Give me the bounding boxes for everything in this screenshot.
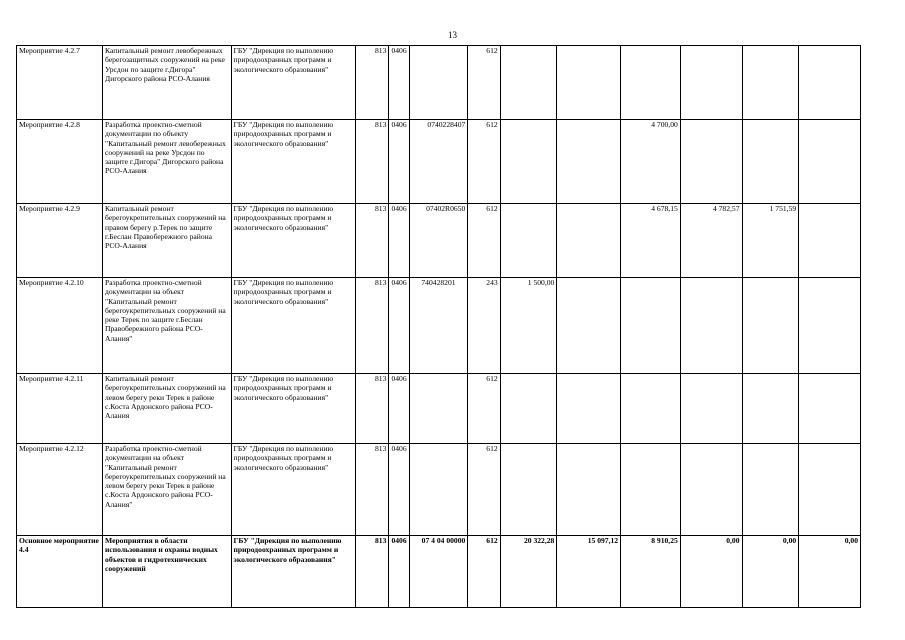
activity-name-cell: Разработка проектно-сметной документации на объект "Капитальный ремонт берегоукрепительных сооружений на реке Терек по защите г.Беслан Правобережного района РСО-Алания" xyxy=(103,278,232,374)
table-row xyxy=(17,278,861,374)
rzpr-code-cell: 0406 xyxy=(389,204,409,278)
amount-year-2-cell xyxy=(557,374,621,444)
amount-year-6-cell: 0,00 xyxy=(799,536,861,608)
table-row xyxy=(17,536,861,608)
amount-year-4-cell xyxy=(680,278,742,374)
activity-name-cell: Мероприятия в области использования и охраны водных объектов и гидротехнических сооружений xyxy=(103,536,232,608)
executor-cell: ГБУ "Дирекция по выполению природоохранных программ и экологического образования" xyxy=(231,120,355,204)
csr-code-cell xyxy=(409,444,468,536)
rzpr-code-cell: 0406 xyxy=(389,374,409,444)
rzpr-code-cell: 0406 xyxy=(389,536,409,608)
grbs-code-cell: 813 xyxy=(356,120,389,204)
amount-year-3-cell xyxy=(621,444,681,536)
program-activities-table xyxy=(16,45,861,608)
csr-code-cell: 0740228407 xyxy=(409,120,468,204)
amount-year-5-cell: 1 751,59 xyxy=(742,204,799,278)
amount-year-5-cell xyxy=(742,120,799,204)
rzpr-code-cell: 0406 xyxy=(389,278,409,374)
csr-code-cell xyxy=(409,374,468,444)
amount-year-6-cell xyxy=(799,444,861,536)
amount-year-6-cell xyxy=(799,278,861,374)
csr-code-cell: 07402R0650 xyxy=(409,204,468,278)
vr-code-cell: 612 xyxy=(468,444,500,536)
amount-year-5-cell xyxy=(742,374,799,444)
table-row xyxy=(17,46,861,120)
table-row xyxy=(17,204,861,278)
executor-cell: ГБУ "Дирекция по выполению природоохранных программ и экологического образования" xyxy=(231,374,355,444)
amount-year-3-cell xyxy=(621,278,681,374)
amount-year-4-cell: 0,00 xyxy=(680,536,742,608)
amount-year-4-cell xyxy=(680,46,742,120)
csr-code-cell: 740428201 xyxy=(409,278,468,374)
amount-year-4-cell: 4 782,57 xyxy=(680,204,742,278)
activity-id-cell: Мероприятие 4.2.12 xyxy=(17,444,103,536)
csr-code-cell xyxy=(409,46,468,120)
amount-year-1-cell xyxy=(500,204,557,278)
amount-year-5-cell: 0,00 xyxy=(742,536,799,608)
amount-year-2-cell xyxy=(557,46,621,120)
activity-id-cell: Мероприятие 4.2.11 xyxy=(17,374,103,444)
amount-year-3-cell xyxy=(621,46,681,120)
table-row xyxy=(17,120,861,204)
activity-id-cell: Мероприятие 4.2.8 xyxy=(17,120,103,204)
amount-year-2-cell xyxy=(557,278,621,374)
vr-code-cell: 612 xyxy=(468,536,500,608)
vr-code-cell: 612 xyxy=(468,120,500,204)
activity-id-cell: Мероприятие 4.2.7 xyxy=(17,46,103,120)
amount-year-3-cell: 8 910,25 xyxy=(621,536,681,608)
table-row xyxy=(17,444,861,536)
rzpr-code-cell: 0406 xyxy=(389,444,409,536)
vr-code-cell: 612 xyxy=(468,46,500,120)
rzpr-code-cell: 0406 xyxy=(389,46,409,120)
grbs-code-cell: 813 xyxy=(356,536,389,608)
amount-year-4-cell xyxy=(680,444,742,536)
amount-year-1-cell: 1 500,00 xyxy=(500,278,557,374)
amount-year-1-cell xyxy=(500,120,557,204)
executor-cell: ГБУ "Дирекция по выполению природоохранных программ и экологического образования" xyxy=(231,536,355,608)
amount-year-5-cell xyxy=(742,46,799,120)
activity-id-cell: Мероприятие 4.2.10 xyxy=(17,278,103,374)
page-number: 13 xyxy=(448,30,457,40)
amount-year-6-cell xyxy=(799,204,861,278)
amount-year-4-cell xyxy=(680,120,742,204)
grbs-code-cell: 813 xyxy=(356,374,389,444)
amount-year-6-cell xyxy=(799,374,861,444)
executor-cell: ГБУ "Дирекция по выполению природоохранных программ и экологического образования" xyxy=(231,204,355,278)
activity-id-cell: Мероприятие 4.2.9 xyxy=(17,204,103,278)
amount-year-1-cell xyxy=(500,444,557,536)
grbs-code-cell: 813 xyxy=(356,278,389,374)
activity-id-cell: Основное мероприятие 4.4 xyxy=(17,536,103,608)
activity-name-cell: Разработка проектно-сметной документации по объекту "Капитальный ремонт левобережных сооружений на реке Урсдон по защите г.Дигора" Дигорского района РСО-Алания xyxy=(103,120,232,204)
activity-name-cell: Капитальный ремонт берегоукрепительных сооружений на левом берегу реки Терек в районе с.Коста Ардонского района РСО-Алания xyxy=(103,374,232,444)
amount-year-2-cell xyxy=(557,120,621,204)
amount-year-3-cell xyxy=(621,374,681,444)
amount-year-1-cell xyxy=(500,374,557,444)
vr-code-cell: 612 xyxy=(468,374,500,444)
amount-year-5-cell xyxy=(742,278,799,374)
amount-year-4-cell xyxy=(680,374,742,444)
amount-year-1-cell xyxy=(500,46,557,120)
grbs-code-cell: 813 xyxy=(356,204,389,278)
activity-name-cell: Капитальный ремонт левобережных берегозащитных сооружений на реке Урсдон по защите г.Дигора" Дигорского района РСО-Алания xyxy=(103,46,232,120)
activity-name-cell: Капитальный ремонт берегоукрепительных сооружений на правом берегу р.Терек по защите г.Беслан Правобережного района РСО-Алания xyxy=(103,204,232,278)
amount-year-5-cell xyxy=(742,444,799,536)
vr-code-cell: 243 xyxy=(468,278,500,374)
amount-year-3-cell: 4 700,00 xyxy=(621,120,681,204)
amount-year-6-cell xyxy=(799,120,861,204)
amount-year-1-cell: 20 322,28 xyxy=(500,536,557,608)
executor-cell: ГБУ "Дирекция по выполению природоохранных программ и экологического образования" xyxy=(231,278,355,374)
grbs-code-cell: 813 xyxy=(356,46,389,120)
rzpr-code-cell: 0406 xyxy=(389,120,409,204)
amount-year-3-cell: 4 678,15 xyxy=(621,204,681,278)
grbs-code-cell: 813 xyxy=(356,444,389,536)
csr-code-cell: 07 4 04 00000 xyxy=(409,536,468,608)
amount-year-2-cell xyxy=(557,204,621,278)
executor-cell: ГБУ "Дирекция по выполению природоохранных программ и экологического образования" xyxy=(231,46,355,120)
amount-year-2-cell xyxy=(557,444,621,536)
executor-cell: ГБУ "Дирекция по выполению природоохранных программ и экологического образования" xyxy=(231,444,355,536)
table-row xyxy=(17,374,861,444)
amount-year-2-cell: 15 097,12 xyxy=(557,536,621,608)
activity-name-cell: Разработка проектно-сметной документации на объект "Капитальный ремонт берегоукрепительных сооружений на левом берегу реки Терек в районе с.Коста Ардонского района РСО-Алания" xyxy=(103,444,232,536)
amount-year-6-cell xyxy=(799,46,861,120)
vr-code-cell: 612 xyxy=(468,204,500,278)
